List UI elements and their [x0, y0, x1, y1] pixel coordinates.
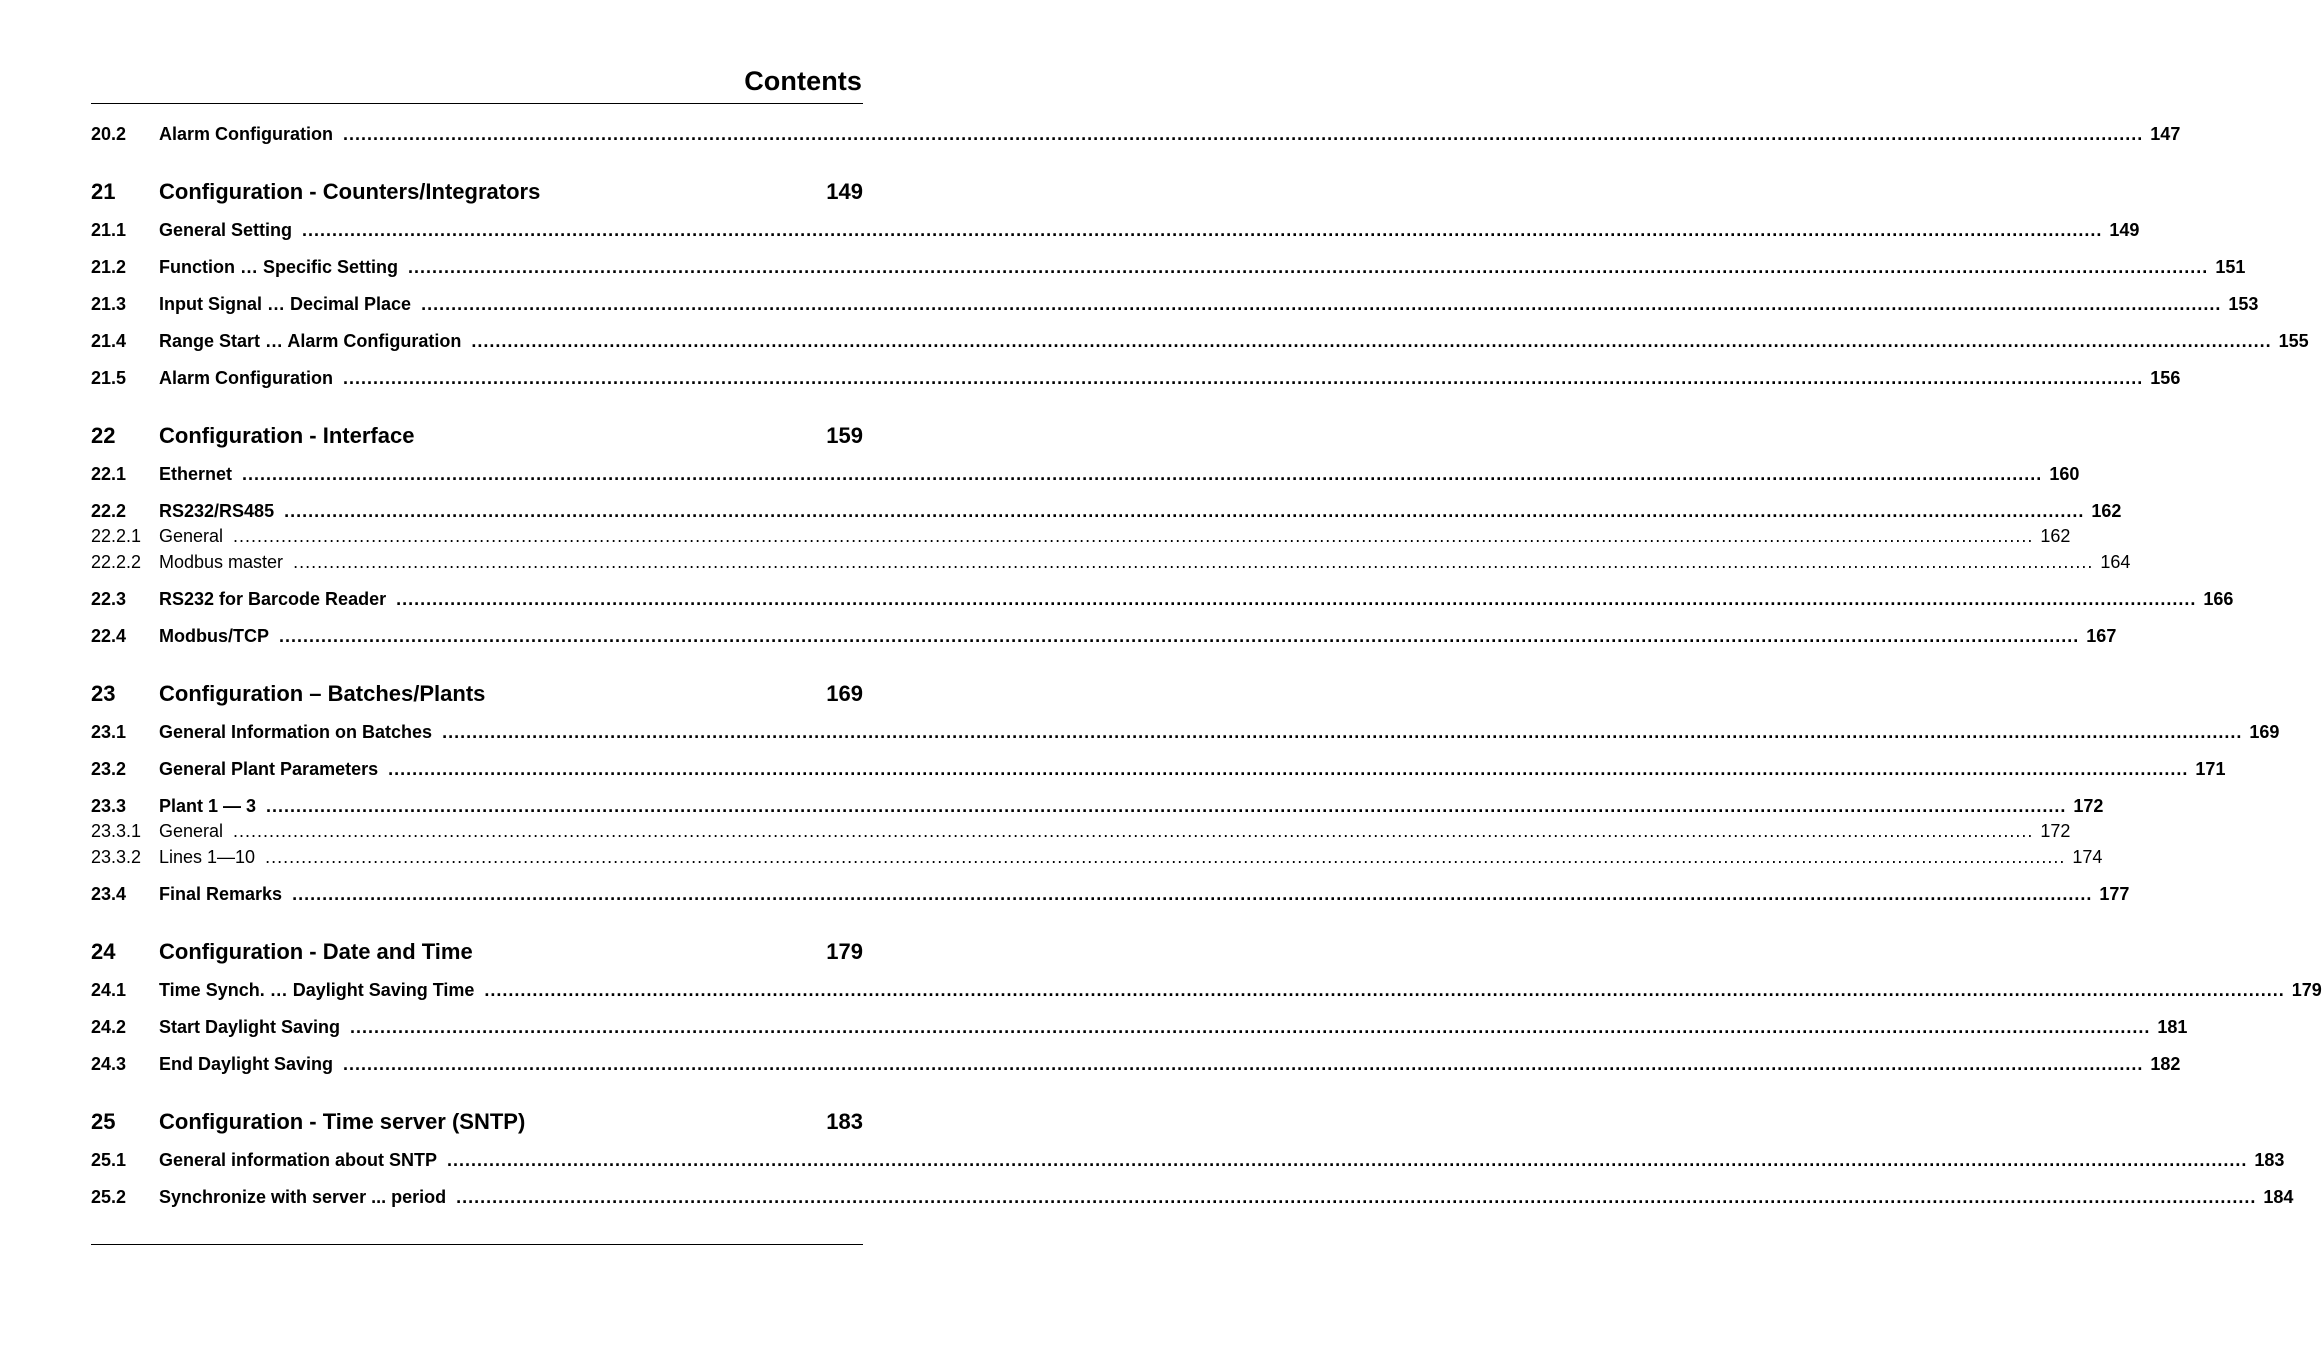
toc-page-number: 177 — [2099, 884, 2130, 904]
toc-title: Configuration - Date and Time — [159, 939, 473, 964]
toc-subsection-row[interactable] — [91, 847, 2103, 869]
toc-dot-leader: ............................................................................................................................................................................................................................................................................................................ — [265, 847, 2066, 867]
toc-title: Alarm Configuration — [159, 124, 333, 144]
toc-page-number: 162 — [2040, 526, 2071, 546]
toc-title: Lines 1—10 — [159, 847, 256, 867]
footer-rule — [91, 1244, 863, 1245]
toc-section-row[interactable] — [91, 884, 2130, 906]
toc-number: 25.1 — [91, 1150, 127, 1170]
toc-section-row[interactable] — [91, 294, 2259, 316]
toc-dot-leader: ............................................................................................................................................................................................................................................................................................................ — [471, 331, 2272, 351]
header-rule — [91, 103, 863, 104]
toc-section-row[interactable] — [91, 722, 2280, 744]
toc-page-number: 166 — [2203, 589, 2234, 609]
toc-dot-leader: ............................................................................................................................................................................................................................................................................................................ — [421, 294, 2222, 314]
toc-number: 22.1 — [91, 464, 127, 484]
toc-section-row[interactable] — [91, 124, 2181, 146]
toc-title: General Setting — [159, 220, 293, 240]
toc-title: Function … Specific Setting — [159, 257, 399, 277]
toc-section-row[interactable] — [91, 589, 2234, 611]
toc-number: 22.4 — [91, 626, 127, 646]
toc-dot-leader: ............................................................................................................................................................................................................................................................................................................ — [447, 1150, 2248, 1170]
toc-number: 22.2.2 — [91, 552, 142, 572]
toc-section-row[interactable] — [91, 331, 2309, 353]
toc-title: End Daylight Saving — [159, 1054, 334, 1074]
toc-number: 23.3 — [91, 796, 127, 816]
toc-page-number: 183 — [2254, 1150, 2285, 1170]
toc-section-row[interactable] — [91, 464, 2080, 486]
toc-page-number: 184 — [2263, 1187, 2294, 1207]
toc-dot-leader: ............................................................................................................................................................................................................................................................................................................ — [343, 1054, 2144, 1074]
toc-page-number: 179 — [2291, 980, 2322, 1000]
toc-page-number: 162 — [2091, 501, 2122, 521]
toc-number: 20.2 — [91, 124, 127, 144]
toc-page-number: 160 — [2049, 464, 2080, 484]
toc-page-number: 149 — [826, 179, 863, 204]
toc-number: 21.5 — [91, 368, 127, 388]
toc-number: 21.3 — [91, 294, 127, 314]
toc-title: General — [159, 821, 224, 841]
toc-number: 24.3 — [91, 1054, 127, 1074]
toc-number: 21.2 — [91, 257, 127, 277]
toc-title: General information about SNTP — [159, 1150, 438, 1170]
toc-page-number: 159 — [826, 423, 863, 448]
toc-title: Configuration – Batches/Plants — [159, 681, 486, 706]
toc-dot-leader: ............................................................................................................................................................................................................................................................................................................ — [350, 1017, 2151, 1037]
toc-number: 23.3.2 — [91, 847, 142, 867]
toc-number: 23 — [91, 681, 116, 706]
toc-number: 23.2 — [91, 759, 127, 779]
toc-title: Configuration - Counters/Integrators — [159, 179, 541, 204]
toc-section-row[interactable] — [91, 796, 2104, 818]
toc-page-number: 155 — [2278, 331, 2309, 351]
toc-number: 24.2 — [91, 1017, 127, 1037]
toc-title: Alarm Configuration — [159, 368, 333, 388]
toc-number: 23.4 — [91, 884, 127, 904]
toc-subsection-row[interactable] — [91, 526, 2071, 548]
toc-title: RS232/RS485 — [159, 501, 275, 521]
toc-title: Configuration - Interface — [159, 423, 415, 448]
toc-dot-leader: ............................................................................................................................................................................................................................................................................................................ — [343, 124, 2144, 144]
toc-number: 24.1 — [91, 980, 127, 1000]
toc-chapter-row[interactable] — [91, 939, 863, 967]
toc-number: 23.1 — [91, 722, 127, 742]
toc-page-number: 171 — [2195, 759, 2226, 779]
toc-title: Start Daylight Saving — [159, 1017, 341, 1037]
page-title: Contents — [744, 66, 862, 96]
toc-number: 22.2 — [91, 501, 127, 521]
toc-dot-leader: ............................................................................................................................................................................................................................................................................................................ — [242, 464, 2043, 484]
toc-page-number: 174 — [2072, 847, 2103, 867]
toc-page-number: 164 — [2100, 552, 2131, 572]
toc-dot-leader: ............................................................................................................................................................................................................................................................................................................ — [233, 526, 2034, 546]
toc-page-number: 181 — [2157, 1017, 2188, 1037]
toc-dot-leader: ............................................................................................................................................................................................................................................................................................................ — [484, 980, 2285, 1000]
toc-number: 21.1 — [91, 220, 127, 240]
toc-title: Range Start … Alarm Configuration — [159, 331, 462, 351]
toc-dot-leader: ............................................................................................................................................................................................................................................................................................................ — [396, 589, 2197, 609]
toc-dot-leader: ............................................................................................................................................................................................................................................................................................................ — [293, 552, 2094, 572]
toc-section-row[interactable] — [91, 501, 2122, 523]
toc-dot-leader: ............................................................................................................................................................................................................................................................................................................ — [233, 821, 2034, 841]
toc-dot-leader: ............................................................................................................................................................................................................................................................................................................ — [343, 368, 2144, 388]
toc-chapter-row[interactable] — [91, 1109, 863, 1137]
toc-section-row[interactable] — [91, 1187, 2294, 1209]
toc-title: Time Synch. … Daylight Saving Time — [159, 980, 475, 1000]
toc-page-number: 183 — [826, 1109, 863, 1134]
toc-title: Modbus/TCP — [159, 626, 269, 646]
toc-dot-leader: ............................................................................................................................................................................................................................................................................................................ — [279, 626, 2080, 646]
toc-dot-leader: ............................................................................................................................................................................................................................................................................................................ — [292, 884, 2093, 904]
toc-page-number: 151 — [2215, 257, 2246, 277]
toc-section-row[interactable] — [91, 220, 2140, 242]
toc-dot-leader: ............................................................................................................................................................................................................................................................................................................ — [456, 1187, 2257, 1207]
toc-page-number: 172 — [2073, 796, 2104, 816]
toc-number: 22 — [91, 423, 116, 448]
toc-title: Input Signal … Decimal Place — [159, 294, 412, 314]
toc-section-row[interactable] — [91, 980, 2322, 1002]
toc-section-row[interactable] — [91, 1150, 2285, 1172]
toc-title: Synchronize with server ... period — [159, 1187, 447, 1207]
toc-section-row[interactable] — [91, 626, 2117, 648]
toc-title: Modbus master — [159, 552, 284, 572]
toc-chapter-row[interactable] — [91, 179, 863, 207]
toc-number: 25 — [91, 1109, 116, 1134]
toc-chapter-row[interactable] — [91, 681, 863, 709]
toc-number: 21 — [91, 179, 116, 204]
toc-number: 23.3.1 — [91, 821, 142, 841]
toc-dot-leader: ............................................................................................................................................................................................................................................................................................................ — [408, 257, 2209, 277]
toc-section-row[interactable] — [91, 368, 2181, 390]
toc-title: General — [159, 526, 224, 546]
toc-subsection-row[interactable] — [91, 821, 2071, 843]
toc-title: Plant 1 — 3 — [159, 796, 257, 816]
toc-section-row[interactable] — [91, 1054, 2181, 1076]
toc-subsection-row[interactable] — [91, 552, 2131, 574]
toc-dot-leader: ............................................................................................................................................................................................................................................................................................................ — [388, 759, 2189, 779]
toc-title: RS232 for Barcode Reader — [159, 589, 387, 609]
toc-title: General Information on Batches — [159, 722, 433, 742]
toc-dot-leader: ............................................................................................................................................................................................................................................................................................................ — [302, 220, 2103, 240]
toc-page-number: 179 — [826, 939, 863, 964]
toc-dot-leader: ............................................................................................................................................................................................................................................................................................................ — [266, 796, 2067, 816]
toc-number: 21.4 — [91, 331, 127, 351]
toc-page-number: 153 — [2228, 294, 2259, 314]
toc-title: Ethernet — [159, 464, 233, 484]
toc-section-row[interactable] — [91, 257, 2246, 279]
toc-page-number: 182 — [2150, 1054, 2181, 1074]
toc-title: Configuration - Time server (SNTP) — [159, 1109, 526, 1134]
toc-dot-leader: ............................................................................................................................................................................................................................................................................................................ — [284, 501, 2085, 521]
toc-page-number: 156 — [2150, 368, 2181, 388]
toc-number: 22.2.1 — [91, 526, 142, 546]
toc-page-number: 172 — [2040, 821, 2071, 841]
toc-title: Final Remarks — [159, 884, 283, 904]
toc-title: General Plant Parameters — [159, 759, 379, 779]
toc-page-number: 147 — [2150, 124, 2181, 144]
toc-number: 24 — [91, 939, 116, 964]
toc-chapter-row[interactable] — [91, 423, 863, 451]
toc-page-number: 169 — [2249, 722, 2280, 742]
toc-section-row[interactable] — [91, 1017, 2188, 1039]
toc-page-number: 149 — [2109, 220, 2140, 240]
toc-number: 22.3 — [91, 589, 127, 609]
toc-number: 25.2 — [91, 1187, 127, 1207]
toc-dot-leader: ............................................................................................................................................................................................................................................................................................................ — [442, 722, 2243, 742]
toc-page-number: 167 — [2086, 626, 2117, 646]
toc-section-row[interactable] — [91, 759, 2226, 781]
toc-page-number: 169 — [826, 681, 863, 706]
